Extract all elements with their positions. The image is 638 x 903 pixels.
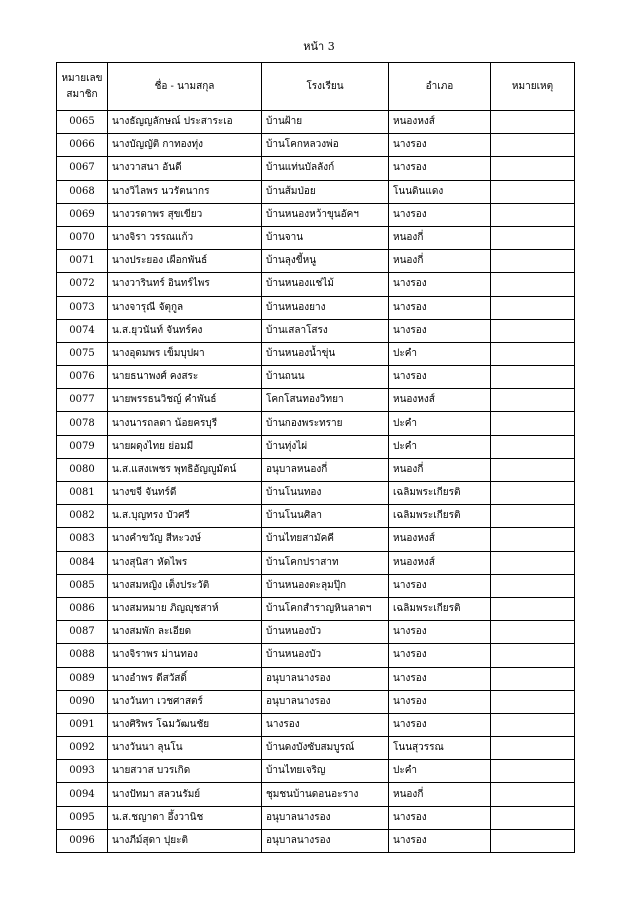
member-no-cell: 0082 xyxy=(57,505,108,528)
school-cell: บ้านไทยเจริญ xyxy=(262,760,389,783)
member-no-cell: 0075 xyxy=(57,342,108,365)
district-cell: หนองหงส์ xyxy=(389,551,491,574)
header-member-no-line2: สมาชิก xyxy=(66,88,98,100)
member-name-cell: นายผดุงไทย ย่อมมี xyxy=(108,435,262,458)
member-no-cell: 0084 xyxy=(57,551,108,574)
school-cell: นางรอง xyxy=(262,713,389,736)
district-cell: นางรอง xyxy=(389,366,491,389)
remark-cell xyxy=(491,482,575,505)
district-cell: นางรอง xyxy=(389,134,491,157)
school-cell: อนุบาลหนองกี่ xyxy=(262,458,389,481)
district-cell: หนองกี่ xyxy=(389,250,491,273)
member-table xyxy=(56,62,624,853)
remark-cell xyxy=(491,528,575,551)
school-cell: บ้านดงบังซับสมบูรณ์ xyxy=(262,737,389,760)
table-row xyxy=(57,829,624,852)
member-no-cell: 0083 xyxy=(57,528,108,551)
remark-cell xyxy=(491,250,575,273)
header-member-no xyxy=(57,63,108,111)
school-cell: โคกโสนทองวิทยา xyxy=(262,389,389,412)
table-row xyxy=(57,737,624,760)
school-cell: บ้านลุงขี้หนู xyxy=(262,250,389,273)
school-cell: บ้านหนองหว้าขุนอัคฯ xyxy=(262,203,389,226)
table-row xyxy=(57,760,624,783)
member-name-cell: นางจารุณี จัตุกูล xyxy=(108,296,262,319)
district-cell: นางรอง xyxy=(389,273,491,296)
district-cell: โนนดินแดง xyxy=(389,180,491,203)
table-row xyxy=(57,296,624,319)
member-name-cell: น.ส.บุญทรง บัวศรี xyxy=(108,505,262,528)
remark-cell xyxy=(491,134,575,157)
member-no-cell: 0078 xyxy=(57,412,108,435)
member-name-cell: นางนารถลดา น้อยครบุรี xyxy=(108,412,262,435)
header-member-no-line1: หมายเลข xyxy=(61,72,103,84)
district-cell: เฉลิมพระเกียรติ xyxy=(389,505,491,528)
district-cell: นางรอง xyxy=(389,829,491,852)
remark-cell xyxy=(491,342,575,365)
district-cell: ปะคำ xyxy=(389,342,491,365)
remark-cell xyxy=(491,458,575,481)
member-name-cell: น.ส.แสงเพชร พุทธิอัญญูมัตน์ xyxy=(108,458,262,481)
table-row xyxy=(57,505,624,528)
district-cell: โนนสุวรรณ xyxy=(389,737,491,760)
district-cell: นางรอง xyxy=(389,667,491,690)
school-cell: บ้านหนองตะลุมปุ๊ก xyxy=(262,574,389,597)
district-cell: นางรอง xyxy=(389,690,491,713)
remark-cell xyxy=(491,621,575,644)
school-cell: อนุบาลนางรอง xyxy=(262,829,389,852)
member-no-cell: 0091 xyxy=(57,713,108,736)
member-no-cell: 0072 xyxy=(57,273,108,296)
member-name-cell: นางบัญญัติ กาทองทุ่ง xyxy=(108,134,262,157)
member-name-cell: นางคำขวัญ สีหะวงษ์ xyxy=(108,528,262,551)
district-cell: นางรอง xyxy=(389,713,491,736)
member-no-cell: 0067 xyxy=(57,157,108,180)
remark-cell xyxy=(491,412,575,435)
school-cell: บ้านฝ้าย xyxy=(262,111,389,134)
member-name-cell: น.ส.ยุวนันท์ จันทร์คง xyxy=(108,319,262,342)
member-no-cell: 0069 xyxy=(57,203,108,226)
member-name-cell: นางวิไลพร นวรัตนากร xyxy=(108,180,262,203)
table-row xyxy=(57,551,624,574)
school-cell: บ้านแท่นบัลลังก์ xyxy=(262,157,389,180)
member-no-cell: 0076 xyxy=(57,366,108,389)
district-cell: ปะคำ xyxy=(389,412,491,435)
district-cell: ปะคำ xyxy=(389,760,491,783)
school-cell: บ้านโคกหลวงพ่อ xyxy=(262,134,389,157)
member-no-cell: 0065 xyxy=(57,111,108,134)
member-no-cell: 0095 xyxy=(57,806,108,829)
member-name-cell: นางภีม์สุดา ปุยะติ xyxy=(108,829,262,852)
member-no-cell: 0087 xyxy=(57,621,108,644)
member-name-cell: นางวันนา ลุนโน xyxy=(108,737,262,760)
district-cell: นางรอง xyxy=(389,319,491,342)
table-row xyxy=(57,342,624,365)
header-district: อำเภอ xyxy=(389,63,491,111)
member-no-cell: 0070 xyxy=(57,226,108,249)
table-row xyxy=(57,435,624,458)
school-cell: บ้านโนนศิลา xyxy=(262,505,389,528)
member-no-cell: 0092 xyxy=(57,737,108,760)
member-name-cell: นางสุนิสา หัดไพร xyxy=(108,551,262,574)
member-name-cell: นางสมหญิง เต็งประวัติ xyxy=(108,574,262,597)
school-cell: บ้านหนองน้ำขุ่น xyxy=(262,342,389,365)
table-row xyxy=(57,412,624,435)
table-row xyxy=(57,806,624,829)
school-cell: บ้านหนองบัว xyxy=(262,621,389,644)
table-row xyxy=(57,644,624,667)
member-no-cell: 0077 xyxy=(57,389,108,412)
table-body xyxy=(57,111,624,853)
district-cell: นางรอง xyxy=(389,157,491,180)
table-row xyxy=(57,597,624,620)
district-cell: นางรอง xyxy=(389,644,491,667)
member-name-cell: นางสมพัก ละเอียด xyxy=(108,621,262,644)
member-no-cell: 0071 xyxy=(57,250,108,273)
member-no-cell: 0080 xyxy=(57,458,108,481)
remark-cell xyxy=(491,737,575,760)
district-cell: หนองหงส์ xyxy=(389,111,491,134)
remark-cell xyxy=(491,111,575,134)
member-name-cell: นางอุดมพร เข็มบุปผา xyxy=(108,342,262,365)
school-cell: ชุมชนบ้านดอนอะราง xyxy=(262,783,389,806)
remark-cell xyxy=(491,667,575,690)
remark-cell xyxy=(491,690,575,713)
member-name-cell: นางอำพร ดีสวัสดิ์ xyxy=(108,667,262,690)
district-cell: หนองกี่ xyxy=(389,458,491,481)
table-row xyxy=(57,250,624,273)
table-header xyxy=(57,63,624,111)
table-row xyxy=(57,690,624,713)
school-cell: บ้านหนองบัว xyxy=(262,644,389,667)
member-name-cell: น.ส.ชญาดา อึ้งวานิช xyxy=(108,806,262,829)
member-no-cell: 0089 xyxy=(57,667,108,690)
table-row xyxy=(57,621,624,644)
table-row xyxy=(57,180,624,203)
member-name-cell: นางวันทา เวชศาสตร์ xyxy=(108,690,262,713)
member-name-cell: นางขจี จันทร์ดี xyxy=(108,482,262,505)
header-row xyxy=(57,63,624,111)
header-remarks: หมายเหตุ xyxy=(491,63,575,111)
member-name-cell: นายพรรธนวิชญ์ คำพันธ์ xyxy=(108,389,262,412)
school-cell: บ้านส้มป่อย xyxy=(262,180,389,203)
district-cell: หนองหงส์ xyxy=(389,528,491,551)
remark-cell xyxy=(491,319,575,342)
remark-cell xyxy=(491,806,575,829)
member-no-cell: 0068 xyxy=(57,180,108,203)
member-name-cell: นายสวาส บวรเกิด xyxy=(108,760,262,783)
district-cell: เฉลิมพระเกียรติ xyxy=(389,482,491,505)
table-row xyxy=(57,226,624,249)
member-no-cell: 0066 xyxy=(57,134,108,157)
member-name-cell: นางวรดาพร สุขเขียว xyxy=(108,203,262,226)
school-cell: อนุบาลนางรอง xyxy=(262,806,389,829)
remark-cell xyxy=(491,505,575,528)
remark-cell xyxy=(491,644,575,667)
table-row xyxy=(57,111,624,134)
school-cell: อนุบาลนางรอง xyxy=(262,667,389,690)
remark-cell xyxy=(491,273,575,296)
member-name-cell: นางจิราพร ม่านทอง xyxy=(108,644,262,667)
remark-cell xyxy=(491,597,575,620)
district-cell: หนองกี่ xyxy=(389,783,491,806)
member-no-cell: 0096 xyxy=(57,829,108,852)
member-name-cell: นางวาสนา อันดี xyxy=(108,157,262,180)
school-cell: บ้านเสลาโสรง xyxy=(262,319,389,342)
member-no-cell: 0079 xyxy=(57,435,108,458)
table-row xyxy=(57,203,624,226)
table-row xyxy=(57,713,624,736)
remark-cell xyxy=(491,180,575,203)
member-name-cell: นางธัญญลักษณ์ ประสาระเอ xyxy=(108,111,262,134)
school-cell: บ้านทุ่งไผ่ xyxy=(262,435,389,458)
school-cell: บ้านโคกปราสาท xyxy=(262,551,389,574)
member-no-cell: 0088 xyxy=(57,644,108,667)
school-cell: บ้านจาน xyxy=(262,226,389,249)
remark-cell xyxy=(491,574,575,597)
table-row xyxy=(57,667,624,690)
table-row xyxy=(57,366,624,389)
remark-cell xyxy=(491,713,575,736)
district-cell: นางรอง xyxy=(389,296,491,319)
member-name-cell: นางวารินทร์ อินทร์ไพร xyxy=(108,273,262,296)
member-name-cell: นายธนาพงศ์ คงสระ xyxy=(108,366,262,389)
table-row xyxy=(57,458,624,481)
remark-cell xyxy=(491,435,575,458)
district-cell: หนองหงส์ xyxy=(389,389,491,412)
member-no-cell: 0090 xyxy=(57,690,108,713)
school-cell: บ้านโคกสำราญหินลาดฯ xyxy=(262,597,389,620)
table-row xyxy=(57,157,624,180)
member-no-cell: 0073 xyxy=(57,296,108,319)
district-cell: นางรอง xyxy=(389,203,491,226)
remark-cell xyxy=(491,551,575,574)
member-name-cell: นางจิรา วรรณแก้ว xyxy=(108,226,262,249)
table-row xyxy=(57,482,624,505)
member-no-cell: 0074 xyxy=(57,319,108,342)
remark-cell xyxy=(491,760,575,783)
member-no-cell: 0094 xyxy=(57,783,108,806)
member-name-cell: นางศิริพร โฉมวัฒนชัย xyxy=(108,713,262,736)
member-no-cell: 0085 xyxy=(57,574,108,597)
table-row xyxy=(57,319,624,342)
school-cell: บ้านโนนทอง xyxy=(262,482,389,505)
table-row xyxy=(57,574,624,597)
school-cell: บ้านกองพระทราย xyxy=(262,412,389,435)
remark-cell xyxy=(491,157,575,180)
member-name-cell: นางปัทมา สลวนรัมย์ xyxy=(108,783,262,806)
remark-cell xyxy=(491,296,575,319)
school-cell: บ้านหนองแช่ไม้ xyxy=(262,273,389,296)
member-no-cell: 0093 xyxy=(57,760,108,783)
table-row xyxy=(57,528,624,551)
school-cell: อนุบาลนางรอง xyxy=(262,690,389,713)
member-name-cell: นางประยอง เผือกพันธ์ xyxy=(108,250,262,273)
remark-cell xyxy=(491,366,575,389)
remark-cell xyxy=(491,389,575,412)
school-cell: บ้านถนน xyxy=(262,366,389,389)
remark-cell xyxy=(491,783,575,806)
remark-cell xyxy=(491,203,575,226)
remark-cell xyxy=(491,226,575,249)
district-cell: นางรอง xyxy=(389,574,491,597)
header-school: โรงเรียน xyxy=(262,63,389,111)
district-cell: ปะคำ xyxy=(389,435,491,458)
member-no-cell: 0086 xyxy=(57,597,108,620)
district-cell: นางรอง xyxy=(389,806,491,829)
member-no-cell: 0081 xyxy=(57,482,108,505)
remark-cell xyxy=(491,829,575,852)
table-row xyxy=(57,134,624,157)
district-cell: หนองกี่ xyxy=(389,226,491,249)
table-row xyxy=(57,783,624,806)
member-name-cell: นางสมหมาย ภิญญุชสาห์ xyxy=(108,597,262,620)
table-row xyxy=(57,389,624,412)
page-number-title: หน้า 3 xyxy=(303,40,335,53)
header-name: ชื่อ - นามสกุล xyxy=(108,63,262,111)
school-cell: บ้านหนองยาง xyxy=(262,296,389,319)
district-cell: นางรอง xyxy=(389,621,491,644)
district-cell: เฉลิมพระเกียรติ xyxy=(389,597,491,620)
table-row xyxy=(57,273,624,296)
school-cell: บ้านไทยสามัคคี xyxy=(262,528,389,551)
